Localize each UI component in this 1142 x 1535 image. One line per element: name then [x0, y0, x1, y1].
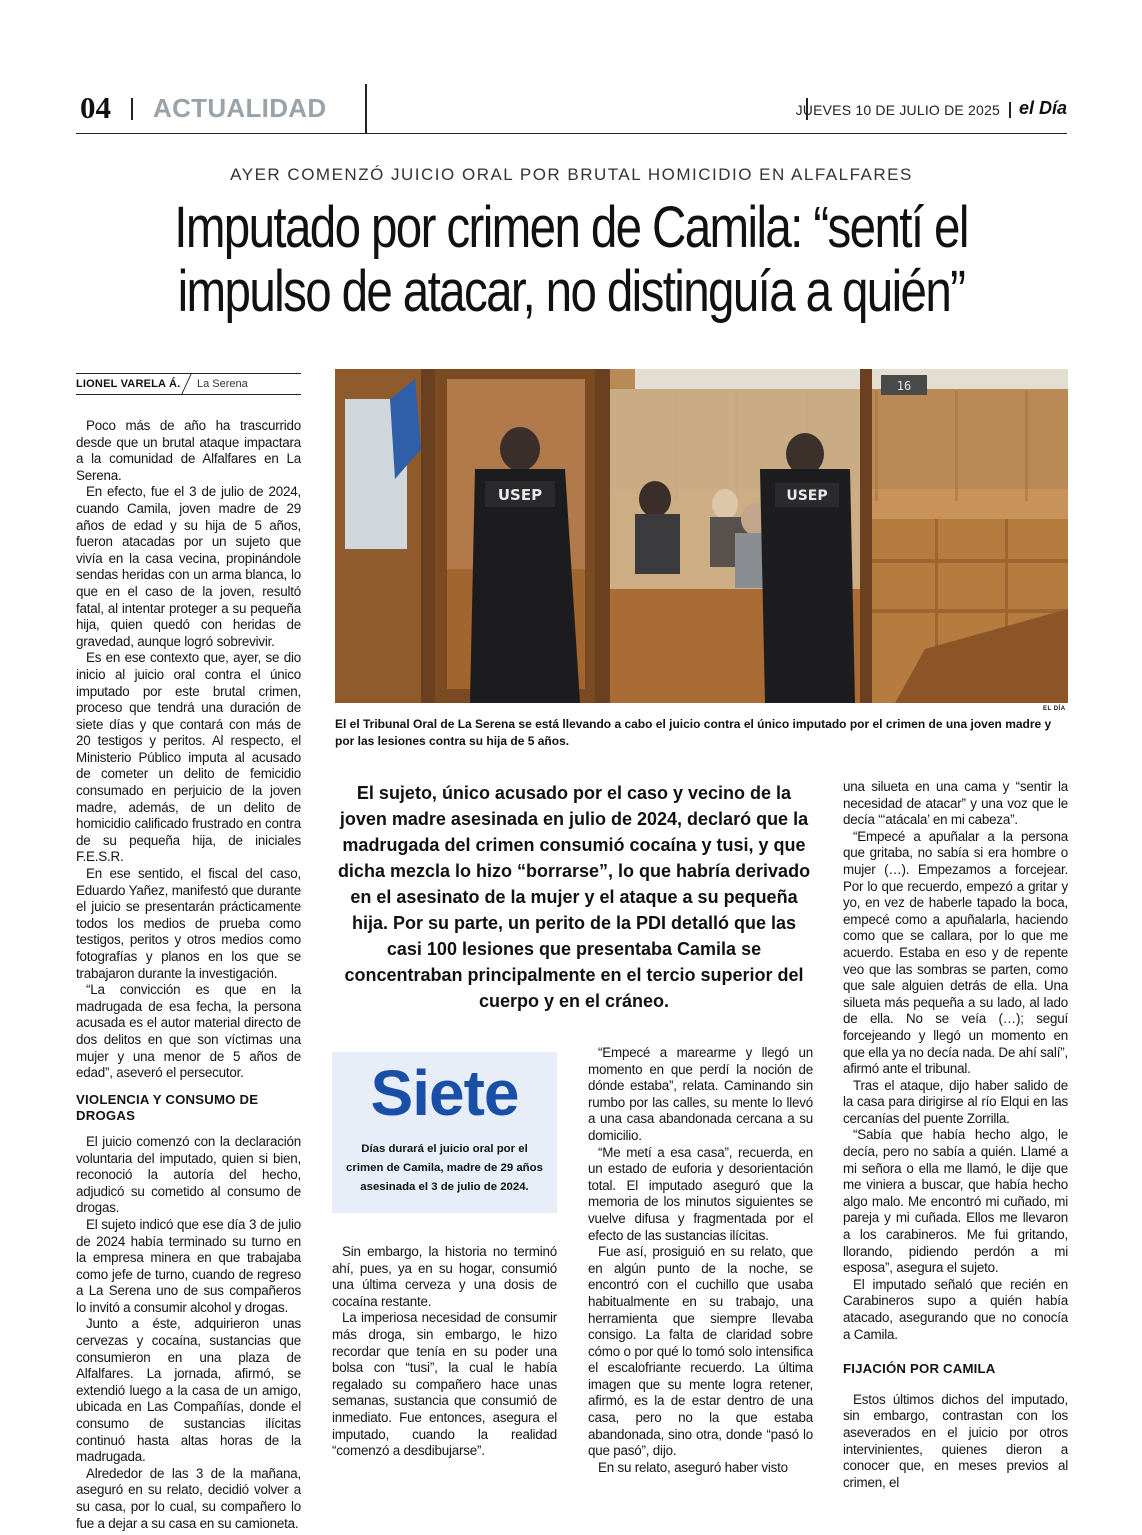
paragraph: El juicio comenzó con la declaración voluntaria del imputado, quien si bien, reconoció la autoría del hecho, adjudicó su cometido al consumo de drogas. — [76, 1133, 301, 1216]
paragraph: En ese sentido, el fiscal del caso, Eduardo Yañez, manifestó que durante el juicio se presentarán prácticamente todos los medios de prueba como testigos, peritos y otros medios como fotografías y planos en los que se trabajaron durante la investigación. — [76, 866, 301, 981]
subheading: FIJACIÓN POR CAMILA — [843, 1361, 996, 1377]
lead-paragraph: El sujeto, único acusado por el caso y vecino de la joven madre asesinada en julio de 2024, declaró que la madrugada del crimen consumió cocaína y tusi, y que dicha mezcla lo hizo “borrarse”, lo que habría derivado en el asesinato de la mujer y el ataque a su pequeña hija. Por su parte, un perito de la PDI detalló que las casi 100 lesiones que presentaba Camila se concentraban principalmente en el tercio superior del cuerpo y en el cráneo. — [337, 783, 811, 1011]
stat-text: Días durará el juicio oral por el crimen de Camila, madre de 29 años asesinada el 3 de julio de 2024. — [346, 1143, 543, 1193]
article-headline: Imputado por crimen de Camila: “sentí el impulso de atacar, no distinguía a quién” — [174, 195, 968, 324]
courtroom-photo — [335, 369, 1068, 703]
byline-location: La Serena — [197, 378, 248, 390]
photo-caption: El el Tribunal Oral de La Serena se está llevando a cabo el juicio contra el único imputado por el crimen de una joven madre y por las lesiones contra su hija de 5 años. — [335, 717, 1052, 748]
issue-date: JUEVES 10 DE JULIO DE 2025 — [795, 102, 1000, 118]
paragraph: Poco más de año ha trascurrido desde que un brutal ataque impactara a la comunidad de Alfalfares en La Serena. — [76, 418, 301, 483]
paragraph: “Empecé a marearme y llegó un momento en que perdí la noción de dónde estaba”, relata. Caminando sin rumbo por las calles, su mente lo llevó a una casa abandonada cercana a su domicilio. — [588, 1045, 813, 1143]
newspaper-logo: el Día — [1018, 98, 1067, 118]
byline — [76, 373, 301, 395]
paragraph: “Me metí a esa casa”, recuerda, en un estado de euforia y desorientación total. El imputado aseguró que la memoria de los minutos siguientes se vuelve difusa y fragmentada por el efecto de las sustancias ilícitas. — [588, 1144, 813, 1243]
article-column-1 — [76, 418, 301, 1532]
photo-credit: EL DÍA — [1043, 706, 1066, 712]
paragraph: “La convicción es que en la madrugada de esa fecha, la persona acusada es el autor material directo de dos delitos en que son víctimas una mujer y una menor de 5 años de edad”, aseveró el persecutor. — [76, 982, 301, 1081]
header-divider — [131, 98, 133, 120]
paragraph: Estos últimos dichos del imputado, sin embargo, contrastan con los aseverados en el juicio por otros intervinientes, quienes dieron a conocer que, en meses previos al crimen, el — [843, 1391, 1068, 1490]
byline-author: LIONEL VARELA Á. — [76, 378, 181, 390]
paragraph: “Empecé a apuñalar a la persona que gritaba, no sabía si era hombre o mujer (…). Empezamos a forcejear. Por lo que recuerdo, empezó a gritar y yo, en vez de haberle tapado la boca, empecé como a apuñalarla, haciendo como que se callara, por lo que me acuerdo. Estaba en eso y de repente veo que las sombras se parten, como que sale alguien detrás de ella. Una silueta más pequeña a su lado, al lado de ella. No se veía (…); seguí forcejeando y llegó un momento en que ella ya no decía nada. De ahí salí”, afirmó ante el tribunal. — [843, 828, 1069, 1077]
paragraph: En efecto, fue el 3 de julio de 2024, cuando Camila, joven madre de 29 años de edad y su hija de 5 años, fueron atacadas por un sujeto que vivía en la casa vecina, propinándole sendas heridas con un arma blanca, lo que en el caso de la joven, resultó fatal, al intentar proteger a su pequeña hija, quien quedó con heridas de gravedad, aunque logró sobrevivir. — [76, 484, 301, 649]
wall-clock-text: 16 — [896, 379, 912, 393]
article-column-2 — [332, 1244, 557, 1460]
header-separator — [365, 84, 367, 134]
paragraph: La imperiosa necesidad de consumir más droga, sin embargo, le hizo recordar que tenía en su poder una bolsa con “tusi”, la cual le había regalado su compañero hace unas semanas, sustancia que consumió de inmediato. Fue entonces, asegura el imputado, cuando la realidad “comenzó a desdibujarse”. — [332, 1310, 557, 1459]
paragraph: Alrededor de las 3 de la mañana, aseguró en su relato, decidió volver a su casa, por lo cual, su compañero lo fue a dejar a su casa en su camioneta. — [76, 1465, 301, 1531]
section-name: ACTUALIDAD — [153, 93, 327, 123]
byline-slash — [181, 373, 192, 395]
page-number: 04 — [80, 90, 111, 125]
page-header — [76, 84, 1067, 134]
paragraph: “Sabía que había hecho algo, le decía, pero no sabía a quién. Llamé a mi señora o ella me llamó, le dije que me viniera a buscar, que había hecho algo malo. Me encontró mi cuñado, mi pareja y mi cuñada. Ellos me llevaron a los carabineros. Me fui gritando, llorando, pidiendo perdón a mi esposa”, asegura el sujeto. — [843, 1127, 1068, 1276]
header-divider — [1009, 102, 1011, 118]
paragraph: El sujeto indicó que ese día 3 de julio de 2024 había terminado su turno en la empresa minera en que trabajaba como jefe de turno, cuando de regreso a La Serena uno de sus compañeros lo invitó a consumir alcohol y drogas. — [76, 1216, 301, 1315]
article-column-4 — [843, 779, 1068, 1491]
paragraph: una silueta en una cama y “sentir la necesidad de atacar” y una voz que le decía “‘atácala’ en mi cabeza”. — [843, 779, 1068, 828]
courtroom-illustration — [335, 369, 1068, 703]
paragraph: Tras el ataque, dijo haber salido de la casa para dirigirse al río Elqui en las cercanías del puente Zorrilla. — [843, 1077, 1068, 1126]
vest-label-left: USEP — [497, 486, 543, 504]
paragraph: En su relato, aseguró haber visto — [598, 1459, 788, 1475]
paragraph: Junto a éste, adquirieron unas cervezas y cocaína, sustancias que consumieron en una plaza de Alfalfares. La jornada, afirmó, se extendió luego a la casa de un amigo, ubicada en Las Compañías, donde el consumo de sustancias ilícitas continuó hasta altas horas de la madrugada. — [76, 1316, 301, 1465]
paragraph: Es en ese contexto que, ayer, se dio inicio al juicio oral contra el único imputado por este brutal crimen, proceso que tendrá una duración de siete días y que contará con más de 20 testigos y peritos. Al respecto, el Ministerio Público imputa al acusado de cometer un delito de femicidio consumado en perjuicio de la joven madre, además, de un delito de homicidio calificado frustrado en contra de su pequeña hija, de iniciales F.E.S.R. — [76, 650, 301, 865]
stat-box — [332, 1052, 557, 1213]
subheading: VIOLENCIA Y CONSUMO DE DROGAS — [76, 1091, 259, 1124]
paragraph: Sin embargo, la historia no terminó ahí, pues, ya en su hogar, consumió una última cerveza y una dosis de cocaína restante. — [332, 1244, 557, 1309]
stat-number: Siete — [370, 1057, 519, 1129]
paragraph: Fue así, prosiguió en su relato, que en algún punto de la noche, se encontró con el cuchillo que usaba habitualmente en su trabajo, una herramienta que siempre llevaba consigo. La falta de claridad sobre cómo o por qué lo tomó solo intensifica el escalofriante recuerdo. La última imagen que su mente logra retener, afirmó, es la de estar dentro de una casa, pero no la que estaba abandonada, sino otra, donde “pasó lo que pasó”, dijo. — [588, 1244, 813, 1459]
article-kicker: AYER COMENZÓ JUICIO ORAL POR BRUTAL HOMICIDIO EN ALFALFARES — [230, 165, 913, 184]
vest-label-right: USEP — [786, 488, 828, 504]
paragraph: El imputado señaló que recién en Carabineros supo a quién había atacado, asegurando que no conocía a Camila. — [843, 1276, 1068, 1342]
article-column-3 — [588, 1045, 813, 1476]
